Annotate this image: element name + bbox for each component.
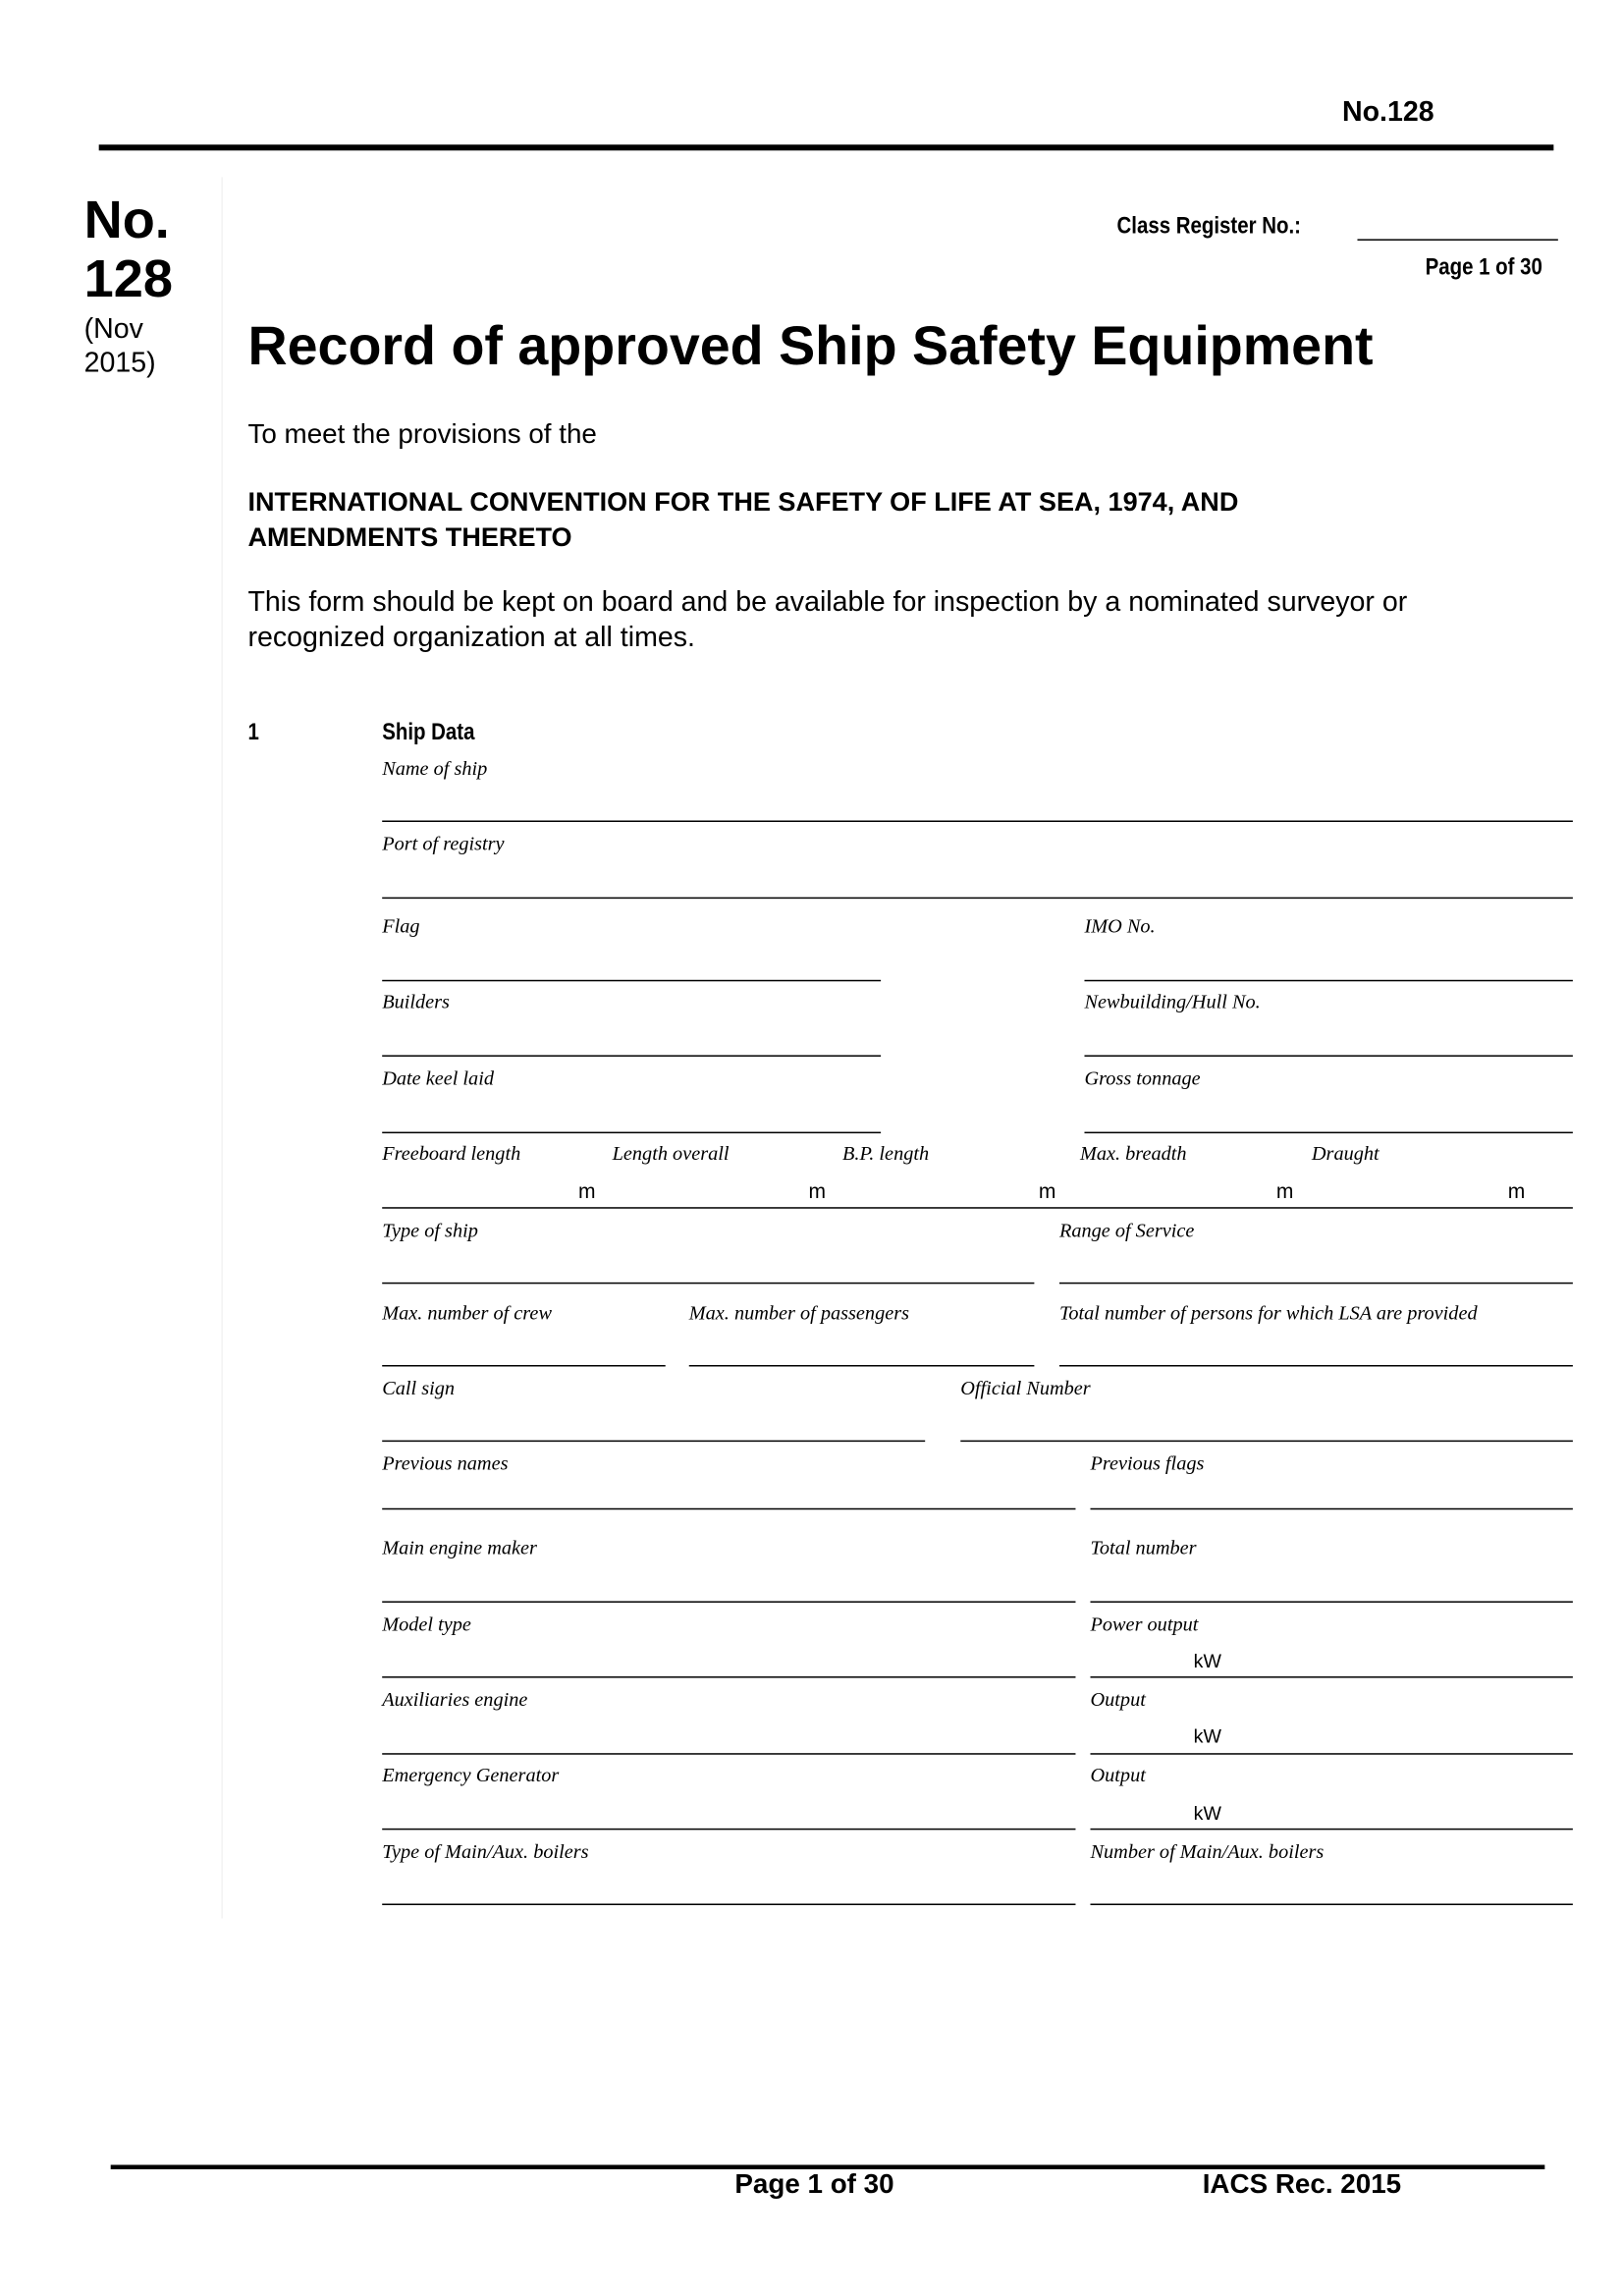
label-name-of-ship: Name of ship bbox=[382, 756, 488, 780]
field-dimensions[interactable] bbox=[382, 1207, 1573, 1209]
label-date-keel-laid: Date keel laid bbox=[382, 1066, 495, 1089]
notice-line-2: recognized organization at all times. bbox=[247, 623, 695, 654]
footer-page: Page 1 of 30 bbox=[734, 2167, 894, 2200]
unit-m-freeboard: m bbox=[578, 1178, 596, 1203]
class-register-field[interactable] bbox=[1357, 239, 1557, 241]
side-date-1: (Nov bbox=[83, 314, 143, 346]
page-indicator: Page 1 of 30 bbox=[1425, 254, 1542, 281]
label-gross-tonnage: Gross tonnage bbox=[1084, 1066, 1201, 1089]
label-port-of-registry: Port of registry bbox=[382, 832, 505, 855]
page-title: Record of approved Ship Safety Equipment bbox=[247, 315, 1374, 377]
convention-line-2: AMENDMENTS THERETO bbox=[247, 521, 572, 553]
convention-line-1: INTERNATIONAL CONVENTION FOR THE SAFETY OF LIFE AT SEA, 1974, AND bbox=[247, 486, 1239, 517]
unit-m-length-overall: m bbox=[808, 1178, 827, 1203]
field-emergency-generator[interactable] bbox=[382, 1829, 1075, 1831]
label-max-breadth: Max. breadth bbox=[1079, 1142, 1187, 1165]
class-register-label: Class Register No.: bbox=[1116, 213, 1301, 240]
label-emergency-output: Output bbox=[1090, 1763, 1146, 1786]
label-aux-output: Output bbox=[1090, 1688, 1146, 1711]
label-emergency-generator: Emergency Generator bbox=[382, 1763, 560, 1786]
label-length-overall: Length overall bbox=[612, 1142, 730, 1165]
label-flag: Flag bbox=[382, 914, 420, 938]
label-previous-flags: Previous flags bbox=[1090, 1451, 1205, 1475]
field-range-of-service[interactable] bbox=[1059, 1283, 1573, 1285]
side-date-2: 2015) bbox=[83, 348, 156, 380]
field-auxiliaries-engine[interactable] bbox=[382, 1753, 1075, 1755]
field-date-keel-laid[interactable] bbox=[382, 1132, 881, 1134]
label-max-passengers: Max. number of passengers bbox=[688, 1301, 910, 1324]
field-previous-names[interactable] bbox=[382, 1508, 1075, 1510]
field-total-persons-lsa[interactable] bbox=[1059, 1365, 1573, 1367]
field-max-passengers[interactable] bbox=[689, 1365, 1035, 1367]
unit-m-max-breadth: m bbox=[1275, 1178, 1294, 1203]
unit-kw-emergency: kW bbox=[1193, 1801, 1221, 1825]
field-name-of-ship[interactable] bbox=[382, 821, 1573, 823]
label-imo-no: IMO No. bbox=[1084, 914, 1156, 938]
label-previous-names: Previous names bbox=[382, 1451, 509, 1475]
field-type-boilers[interactable] bbox=[382, 1903, 1075, 1905]
side-number: 128 bbox=[83, 247, 173, 309]
field-builders[interactable] bbox=[382, 1055, 881, 1057]
field-max-crew[interactable] bbox=[382, 1365, 666, 1367]
margin-divider bbox=[221, 177, 223, 1918]
field-official-number[interactable] bbox=[960, 1441, 1573, 1443]
section-number: 1 bbox=[247, 720, 259, 745]
label-newbuilding-hull-no: Newbuilding/Hull No. bbox=[1084, 990, 1261, 1012]
label-range-of-service: Range of Service bbox=[1058, 1219, 1195, 1241]
notice-line-1: This form should be kept on board and be available for inspection by a nominated surveyor or bbox=[247, 587, 1408, 619]
label-power-output: Power output bbox=[1090, 1613, 1199, 1635]
label-number-boilers: Number of Main/Aux. boilers bbox=[1090, 1839, 1325, 1863]
label-total-number: Total number bbox=[1090, 1536, 1197, 1558]
unit-kw-power: kW bbox=[1193, 1650, 1221, 1672]
field-port-of-registry[interactable] bbox=[382, 898, 1573, 900]
label-type-of-ship: Type of ship bbox=[382, 1219, 478, 1241]
field-model-type[interactable] bbox=[382, 1676, 1075, 1678]
label-max-crew: Max. number of crew bbox=[382, 1301, 552, 1324]
field-type-of-ship[interactable] bbox=[382, 1283, 1034, 1285]
side-no: No. bbox=[83, 189, 170, 249]
label-call-sign: Call sign bbox=[382, 1377, 456, 1399]
field-power-output[interactable] bbox=[1090, 1676, 1572, 1678]
field-imo-no[interactable] bbox=[1084, 980, 1572, 982]
label-auxiliaries-engine: Auxiliaries engine bbox=[382, 1688, 528, 1711]
section-title: Ship Data bbox=[382, 720, 475, 745]
field-aux-output[interactable] bbox=[1090, 1753, 1572, 1755]
field-newbuilding-hull-no[interactable] bbox=[1084, 1055, 1572, 1057]
label-main-engine-maker: Main engine maker bbox=[382, 1536, 537, 1558]
field-emergency-output[interactable] bbox=[1090, 1829, 1572, 1831]
field-call-sign[interactable] bbox=[382, 1441, 925, 1443]
unit-kw-aux: kW bbox=[1193, 1724, 1221, 1748]
field-number-boilers[interactable] bbox=[1090, 1903, 1572, 1905]
doc-number-header: No.128 bbox=[1341, 97, 1434, 129]
label-draught: Draught bbox=[1311, 1142, 1380, 1165]
label-freeboard-length: Freeboard length bbox=[382, 1142, 521, 1165]
label-model-type: Model type bbox=[382, 1613, 471, 1635]
label-builders: Builders bbox=[382, 990, 450, 1012]
label-bp-length: B.P. length bbox=[842, 1142, 930, 1165]
field-previous-flags[interactable] bbox=[1090, 1508, 1572, 1510]
header-rule bbox=[99, 144, 1554, 150]
unit-m-bp-length: m bbox=[1038, 1178, 1056, 1203]
label-type-boilers: Type of Main/Aux. boilers bbox=[382, 1839, 589, 1863]
unit-m-draught: m bbox=[1507, 1178, 1526, 1203]
intro-text: To meet the provisions of the bbox=[247, 417, 597, 449]
field-total-number[interactable] bbox=[1090, 1601, 1572, 1603]
field-gross-tonnage[interactable] bbox=[1084, 1132, 1572, 1134]
field-flag[interactable] bbox=[382, 980, 881, 982]
field-main-engine-maker[interactable] bbox=[382, 1601, 1075, 1603]
label-total-persons-lsa: Total number of persons for which LSA are provided bbox=[1058, 1301, 1478, 1324]
footer-rec: IACS Rec. 2015 bbox=[1202, 2167, 1402, 2200]
label-official-number: Official Number bbox=[960, 1377, 1091, 1399]
